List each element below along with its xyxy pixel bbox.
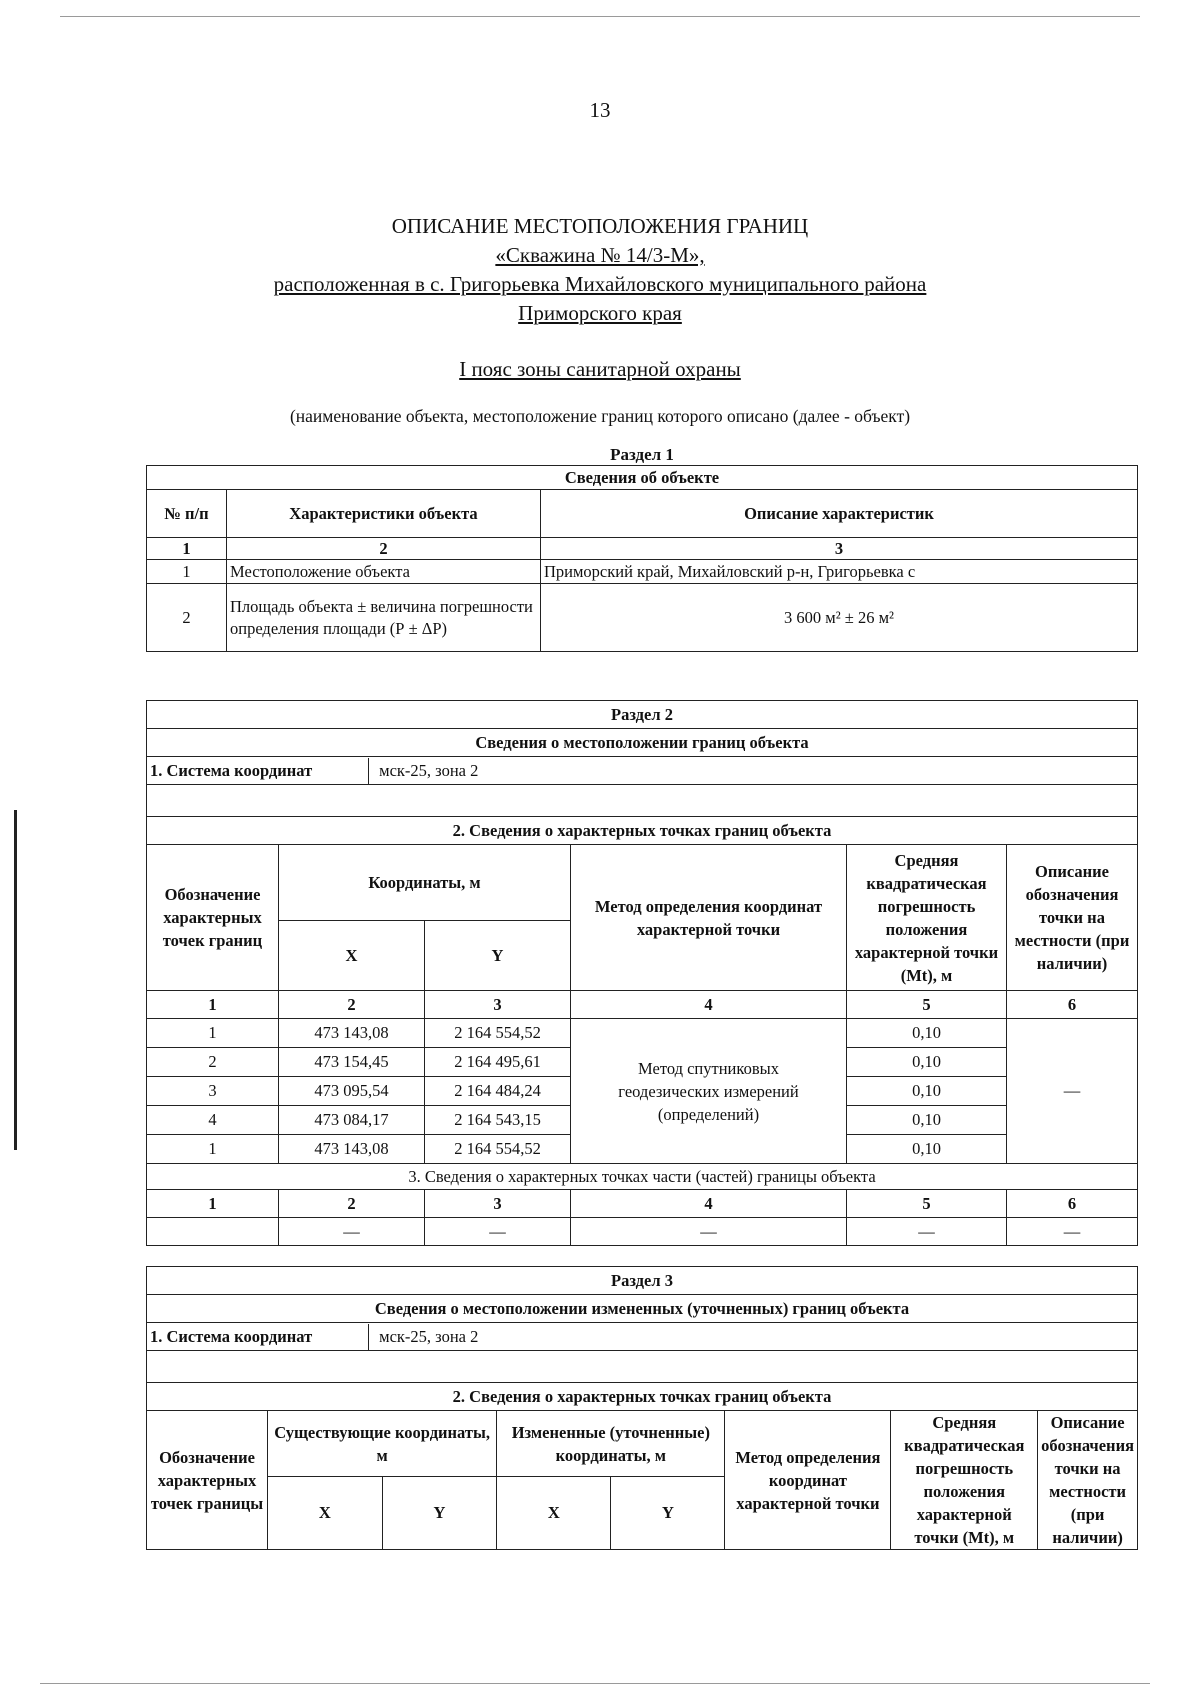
header-changed-y: Y [611, 1477, 725, 1550]
points-title: 2. Сведения о характерных точках границ объекта [147, 1383, 1138, 1411]
row-description: Приморский край, Михайловский р-н, Григорьевка с [541, 560, 1138, 584]
point-description-value: — [1007, 1019, 1138, 1164]
parts-title: 3. Сведения о характерных точках части (частей) границы объекта [147, 1164, 1138, 1190]
section-1 [146, 445, 1138, 652]
header-point-description: Описание обозначения точки на местности (при наличии) [1007, 845, 1138, 991]
coordinate-system-label: 1. Система координат [147, 758, 369, 784]
zone-title: I пояс зоны санитарной охраны [459, 357, 741, 381]
header-point-description: Описание обозначения точки на местности (при наличии) [1038, 1411, 1138, 1550]
method-value: Метод спутниковых геодезических измерений (определений) [571, 1019, 847, 1164]
section-3-table [146, 1266, 1138, 1550]
point-number: 4 [147, 1106, 279, 1135]
scan-line-bottom [40, 1683, 1150, 1684]
header-existing-coordinates: Существующие координаты, м [268, 1411, 497, 1477]
point-y: 2 164 543,15 [425, 1106, 571, 1135]
table-row [147, 584, 1138, 652]
point-y: 2 164 554,52 [425, 1135, 571, 1164]
header-characteristics: Характеристики объекта [227, 490, 541, 538]
coordinate-system-label: 1. Система координат [147, 1324, 369, 1350]
section-3 [146, 1266, 1138, 1550]
empty-row [147, 785, 1138, 817]
point-mt: 0,10 [847, 1048, 1007, 1077]
section-3-subtitle: Сведения о местоположении измененных (уточненных) границ объекта [147, 1295, 1138, 1323]
col-number: 3 [541, 538, 1138, 560]
point-mt: 0,10 [847, 1077, 1007, 1106]
point-number: 3 [147, 1077, 279, 1106]
point-number: 1 [147, 1135, 279, 1164]
header-y: Y [425, 921, 571, 991]
parts-cell-dash: — [425, 1218, 571, 1246]
header-error: Средняя квадратическая погрешность положения характерной точки (Mt), м [891, 1411, 1038, 1550]
document-title [0, 212, 1200, 328]
point-x: 473 143,08 [279, 1135, 425, 1164]
point-number: 1 [147, 1019, 279, 1048]
header-description: Описание характеристик [541, 490, 1138, 538]
col-number: 4 [571, 991, 847, 1019]
header-changed-x: X [497, 1477, 611, 1550]
point-y: 2 164 484,24 [425, 1077, 571, 1106]
row-number: 1 [147, 560, 227, 584]
parts-cell-dash: — [571, 1218, 847, 1246]
point-x: 473 143,08 [279, 1019, 425, 1048]
scan-line-top [60, 16, 1140, 17]
table-row [147, 560, 1138, 584]
header-error: Средняя квадратическая погрешность положения характерной точки (Mt), м [847, 845, 1007, 991]
point-mt: 0,10 [847, 1135, 1007, 1164]
scan-edge-mark [14, 810, 17, 1150]
col-number: 4 [571, 1190, 847, 1218]
section-1-subtitle: Сведения об объекте [147, 466, 1138, 490]
point-x: 473 084,17 [279, 1106, 425, 1135]
header-existing-y: Y [382, 1477, 497, 1550]
section-2-table [146, 700, 1138, 1246]
coordinate-system-value: мск-25, зона 2 [379, 1326, 479, 1346]
col-number: 2 [279, 991, 425, 1019]
section-2 [146, 700, 1138, 1246]
col-number: 5 [847, 1190, 1007, 1218]
header-number: № п/п [147, 490, 227, 538]
row-characteristic: Площадь объекта ± величина погрешности определения площади (Р ± ΔР) [227, 584, 541, 652]
title-region: Приморского края [518, 301, 682, 325]
coordinate-system-row [147, 757, 1138, 785]
col-number: 3 [425, 1190, 571, 1218]
table-row [147, 1218, 1138, 1246]
point-y: 2 164 495,61 [425, 1048, 571, 1077]
section-1-title: Раздел 1 [610, 445, 674, 464]
header-x: X [279, 921, 425, 991]
coordinate-system-value: мск-25, зона 2 [379, 760, 479, 780]
row-characteristic: Местоположение объекта [227, 560, 541, 584]
section-2-subtitle: Сведения о местоположении границ объекта [147, 729, 1138, 757]
point-x: 473 095,54 [279, 1077, 425, 1106]
point-x: 473 154,45 [279, 1048, 425, 1077]
col-number: 2 [227, 538, 541, 560]
parts-cell-empty [147, 1218, 279, 1246]
col-number: 6 [1007, 991, 1138, 1019]
header-designation: Обозначение характерных точек границ [147, 845, 279, 991]
col-number: 6 [1007, 1190, 1138, 1218]
col-number: 5 [847, 991, 1007, 1019]
header-method: Метод определения координат характерной точки [571, 845, 847, 991]
col-number: 1 [147, 991, 279, 1019]
coordinate-system-row [147, 1323, 1138, 1351]
point-mt: 0,10 [847, 1019, 1007, 1048]
header-changed-coordinates: Измененные (уточненные) координаты, м [497, 1411, 725, 1477]
parts-cell-dash: — [1007, 1218, 1138, 1246]
col-number: 1 [147, 538, 227, 560]
col-number: 2 [279, 1190, 425, 1218]
point-y: 2 164 554,52 [425, 1019, 571, 1048]
title-line-1: ОПИСАНИЕ МЕСТОПОЛОЖЕНИЯ ГРАНИЦ [391, 214, 809, 238]
row-number: 2 [147, 584, 227, 652]
points-title: 2. Сведения о характерных точках границ объекта [147, 817, 1138, 845]
col-number: 3 [425, 991, 571, 1019]
parts-cell-dash: — [279, 1218, 425, 1246]
title-object-name: «Скважина № 14/3-М», [495, 243, 705, 267]
title-location: расположенная в с. Григорьевка Михайловского муниципального района [273, 272, 927, 296]
header-coordinates: Координаты, м [279, 845, 571, 921]
section-2-title: Раздел 2 [147, 701, 1138, 729]
parts-cell-dash: — [847, 1218, 1007, 1246]
col-number: 1 [147, 1190, 279, 1218]
empty-row [147, 1351, 1138, 1383]
page-number: 13 [589, 98, 611, 122]
header-method: Метод определения координат характерной точки [725, 1411, 891, 1550]
table-row [147, 1019, 1138, 1048]
section-3-title: Раздел 3 [147, 1267, 1138, 1295]
row-description: 3 600 м² ± 26 м² [541, 584, 1138, 652]
point-mt: 0,10 [847, 1106, 1007, 1135]
section-1-table [146, 465, 1138, 652]
header-existing-x: X [268, 1477, 383, 1550]
header-designation: Обозначение характерных точек границы [147, 1411, 268, 1550]
object-note: (наименование объекта, местоположение границ которого описано (далее - объект) [289, 406, 911, 426]
point-number: 2 [147, 1048, 279, 1077]
